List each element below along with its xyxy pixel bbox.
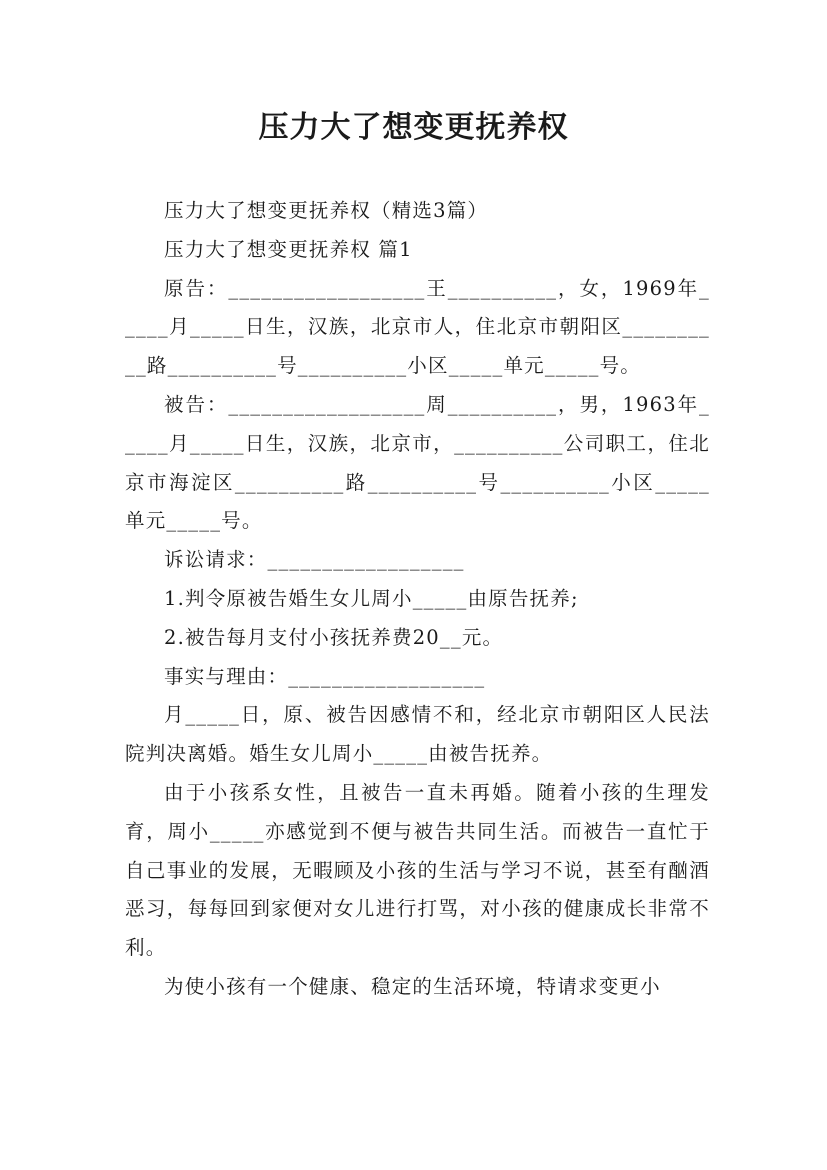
defendant-paragraph: 被告：__________________周__________，男，1963年_____月_____日生，汉族，北京市，__________公司职工，住北京市海淀区__________路__________号__________小区_____单元_____号。 [125, 392, 710, 533]
facts-paragraph-2: 由于小孩系女性，且被告一直未再婚。随着小孩的生理发育，周小_____亦感觉到不便与被告共同生活。而被告一直忙于自己事业的发展，无暇顾及小孩的生活与学习不说，甚至有酗酒恶习，每每回到家便对女儿进行打骂，对小孩的健康成长非常不利。 [125, 780, 710, 960]
facts-heading: 事实与理由：__________________ [164, 664, 486, 688]
plaintiff-paragraph: 原告：__________________王__________，女，1969年_____月_____日生，汉族，北京市人，住北京市朝阳区__________路__________号__________小区_____单元_____号。 [125, 276, 710, 378]
subtitle-paragraph: 压力大了想变更抚养权（精选3篇） [164, 199, 489, 222]
claim-item-2: 2.被告每月支付小孩抚养费20__元。 [164, 625, 504, 649]
document-title: 压力大了想变更抚养权 [258, 110, 569, 145]
claim-item-1: 1.判令原被告婚生女儿周小_____由原告抚养; [164, 586, 579, 610]
facts-paragraph-1: 月_____日，原、被告因感情不和，经北京市朝阳区人民法院判决离婚。婚生女儿周小_____由被告抚养。 [125, 703, 710, 766]
claims-heading: 诉讼请求：__________________ [164, 548, 465, 572]
facts-paragraph-3: 为使小孩有一个健康、稳定的生活环境，特请求变更小 [164, 974, 661, 998]
document-body [125, 192, 710, 1007]
section-heading: 压力大了想变更抚养权 篇1 [164, 237, 413, 261]
